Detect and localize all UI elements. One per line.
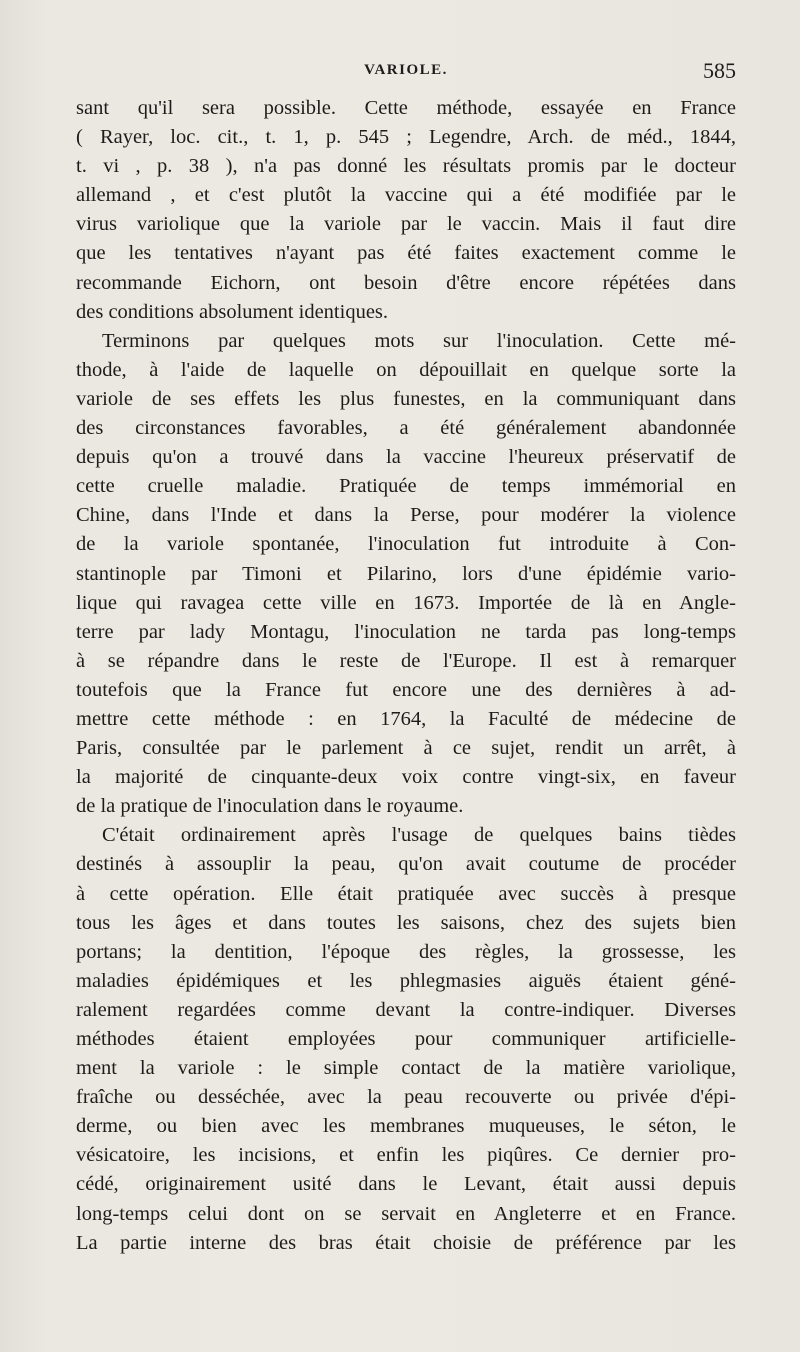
page-header <box>76 58 736 88</box>
text-line: depuis qu'on a trouvé dans la vaccine l'heureux préservatif de <box>76 446 736 469</box>
text-line: La partie interne des bras était choisie de préférence par les <box>76 1231 736 1254</box>
body-text <box>76 94 736 1258</box>
text-line: Chine, dans l'Inde et dans la Perse, pour modérer la violence <box>76 504 736 527</box>
page-number: 585 <box>703 58 736 83</box>
text-line: maladies épidémiques et les phlegmasies aiguës étaient géné- <box>76 969 736 992</box>
text-line: t. vi , p. 38 ), n'a pas donné les résultats promis par le docteur <box>76 155 736 178</box>
text-line: Paris, consultée par le parlement à ce sujet, rendit un arrêt, à <box>76 737 736 760</box>
text-line: mettre cette méthode : en 1764, la Faculté de médecine de <box>76 707 736 730</box>
text-line: recommande Eichorn, ont besoin d'être encore répétées dans <box>76 271 736 294</box>
text-line: terre par lady Montagu, l'inoculation ne tarda pas long-temps <box>76 620 736 643</box>
text-line: long-temps celui dont on se servait en Angleterre et en France. <box>76 1202 736 1225</box>
running-head: VARIOLE. <box>364 62 448 78</box>
text-line: que les tentatives n'ayant pas été faites exactement comme le <box>76 242 736 265</box>
text-line: destinés à assouplir la peau, qu'on avait coutume de procéder <box>76 853 736 876</box>
text-line: tous les âges et dans toutes les saisons, chez des sujets bien <box>76 911 736 934</box>
text-line: toutefois que la France fut encore une des dernières à ad- <box>76 678 736 701</box>
text-line: thode, à l'aide de laquelle on dépouillait en quelque sorte la <box>76 358 736 381</box>
text-line: à se répandre dans le reste de l'Europe. Il est à remarquer <box>76 649 736 672</box>
text-line: des circonstances favorables, a été généralement abandonnée <box>76 417 736 440</box>
text-line: derme, ou bien avec les membranes muqueuses, le séton, le <box>76 1115 736 1138</box>
text-line: cette cruelle maladie. Pratiquée de temps immémorial en <box>76 475 736 498</box>
text-line: lique qui ravagea cette ville en 1673. Importée de là en Angle- <box>76 591 736 614</box>
text-line: cédé, originairement usité dans le Levant, était aussi depuis <box>76 1173 736 1196</box>
text-line: variole de ses effets les plus funestes, en la communiquant dans <box>76 387 736 410</box>
text-line: vésicatoire, les incisions, et enfin les piqûres. Ce dernier pro- <box>76 1144 736 1167</box>
text-line: C'était ordinairement après l'usage de quelques bains tièdes <box>102 824 736 847</box>
text-line: portans; la dentition, l'époque des règles, la grossesse, les <box>76 940 736 963</box>
text-line: ( Rayer, loc. cit., t. 1, p. 545 ; Legendre, Arch. de méd., 1844, <box>76 126 736 149</box>
text-line: stantinople par Timoni et Pilarino, lors d'une épidémie vario- <box>76 562 736 585</box>
text-line: virus variolique que la variole par le vaccin. Mais il faut dire <box>76 213 736 236</box>
text-line: fraîche ou desséchée, avec la peau recouverte ou privée d'épi- <box>76 1086 736 1109</box>
text-line: sant qu'il sera possible. Cette méthode, essayée en France <box>76 97 736 119</box>
text-line: allemand , et c'est plutôt la vaccine qui a été modifiée par le <box>76 184 736 207</box>
text-line: de la pratique de l'inoculation dans le royaume. <box>76 795 464 818</box>
text-line: ralement regardées comme devant la contre-indiquer. Diverses <box>76 998 736 1021</box>
text-line: ment la variole : le simple contact de la matière variolique, <box>76 1057 736 1080</box>
text-line: des conditions absolument identiques. <box>76 300 389 323</box>
text-line: méthodes étaient employées pour communiquer artificielle- <box>76 1028 736 1050</box>
text-line: la majorité de cinquante-deux voix contre vingt-six, en faveur <box>76 766 736 789</box>
text-line: à cette opération. Elle était pratiquée avec succès à presque <box>76 882 736 905</box>
text-line: Terminons par quelques mots sur l'inoculation. Cette mé- <box>102 329 736 352</box>
text-line: de la variole spontanée, l'inoculation fut introduite à Con- <box>76 533 736 556</box>
